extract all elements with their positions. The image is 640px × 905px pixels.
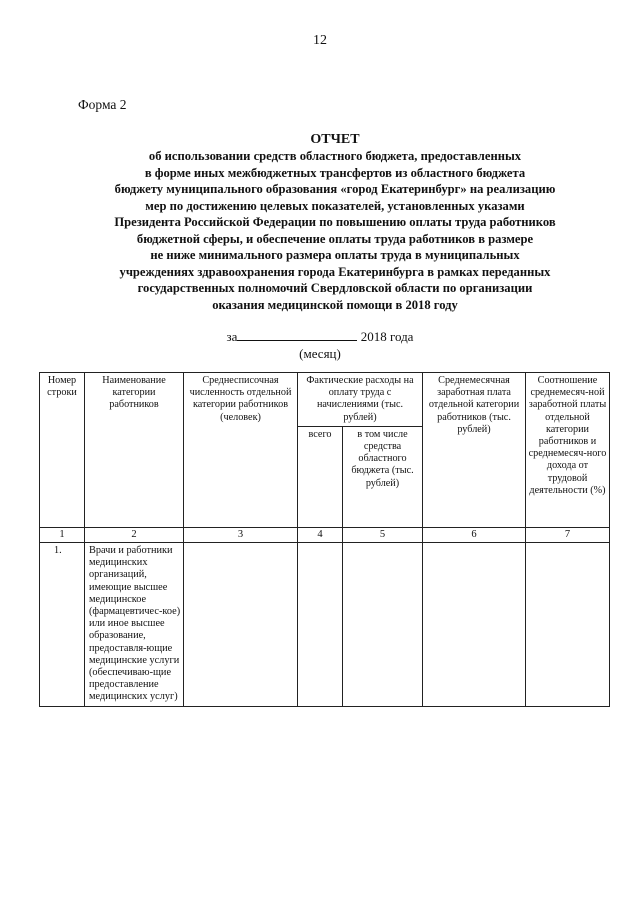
- report-subtitle-line: бюджету муниципального образования «город Екатеринбург» на реализацию: [114, 182, 556, 196]
- report-period: [0, 328, 640, 345]
- report-subtitle-line: не ниже минимального размера оплаты труда в муниципальных: [150, 248, 520, 262]
- header-avg-salary: Среднемесячная заработная плата отдельной категории работников (тыс. рублей): [423, 373, 526, 528]
- period-caption: (месяц): [299, 346, 341, 361]
- header-row-number: Номер строки: [40, 373, 85, 528]
- report-title-block: [70, 131, 600, 313]
- total-cell[interactable]: [298, 543, 343, 707]
- report-table: [39, 372, 610, 707]
- report-subtitle-line: бюджетной сферы, и обеспечение оплаты труда работников в размере: [136, 231, 534, 246]
- column-number: 5: [343, 527, 423, 542]
- page-number: 12: [313, 33, 327, 48]
- header-actual-expenses: Фактические расходы на оплату труда с начислениями (тыс. рублей): [298, 373, 423, 427]
- table-header-row: [40, 373, 610, 427]
- report-subtitle-line: об использовании средств областного бюджета, предоставленных: [148, 149, 522, 163]
- column-number: 1: [40, 527, 85, 542]
- header-regional-budget: в том числе средства областного бюджета (тыс. рублей): [343, 426, 423, 527]
- headcount-cell[interactable]: [184, 543, 298, 707]
- period-month-blank: [237, 328, 357, 341]
- report-subtitle: [70, 148, 600, 313]
- column-number: 3: [184, 527, 298, 542]
- header-ratio: Соотношение среднемесяч-ной заработной платы отдельной категории работников и среднемесяч-ного дохода от трудовой деятельности (%): [526, 373, 610, 528]
- regional-budget-cell[interactable]: [343, 543, 423, 707]
- form-label: Форма 2: [78, 97, 127, 112]
- table-row: [40, 543, 610, 707]
- report-subtitle-line: в форме иных межбюджетных трансфертов из областного бюджета: [144, 165, 526, 180]
- column-number: 4: [298, 527, 343, 542]
- report-title: ОТЧЕТ: [310, 132, 360, 147]
- report-subtitle-line: Президента Российской Федерации по повышению оплаты труда работников: [114, 215, 556, 229]
- row-category-cell: Врачи и работники медицинских организаций, имеющие высшее медицинское (фармацевтичес-кое) или иное высшее образование, предоставля-ющие медицинские услуги (обеспечиваю-щие предоставление медицинских услуг): [85, 543, 184, 707]
- ratio-cell[interactable]: [526, 543, 610, 707]
- column-number: 6: [423, 527, 526, 542]
- period-suffix: 2018 года: [360, 329, 414, 344]
- column-number-row: [40, 527, 610, 542]
- report-subtitle-line: учреждениях здравоохранения города Екатеринбурга в рамках переданных: [119, 264, 551, 279]
- header-headcount: Среднесписочная численность отдельной категории работников (человек): [184, 373, 298, 528]
- avg-salary-cell[interactable]: [423, 543, 526, 707]
- header-total: всего: [298, 426, 343, 527]
- row-number-cell: 1.: [40, 543, 85, 707]
- report-subtitle-line: оказания медицинской помощи в 2018 году: [212, 297, 458, 312]
- report-subtitle-line: мер по достижению целевых показателей, установленных указами: [145, 198, 525, 213]
- header-category: Наименование категории работников: [85, 373, 184, 528]
- column-number: 2: [85, 527, 184, 542]
- report-subtitle-line: государственных полномочий Свердловской области по организации: [137, 281, 533, 295]
- period-prefix: за: [226, 329, 238, 344]
- column-number: 7: [526, 527, 610, 542]
